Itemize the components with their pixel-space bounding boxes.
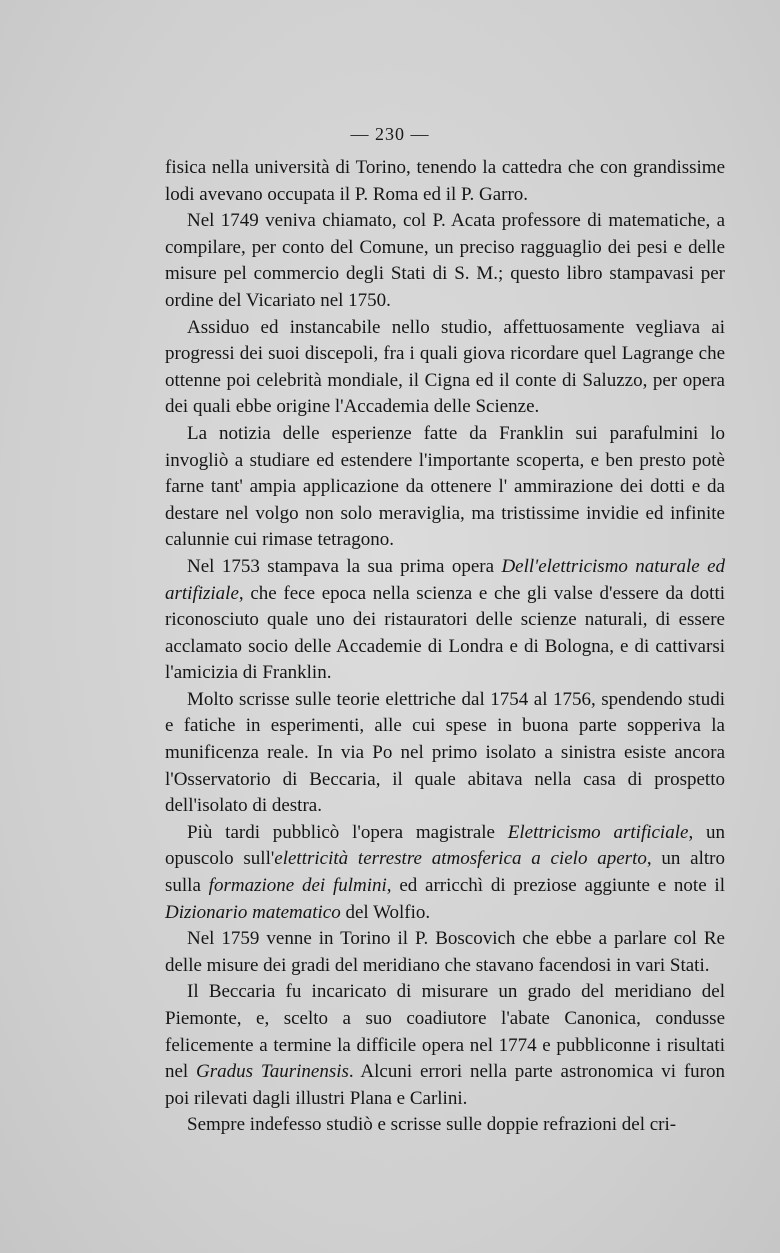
body-text [165, 155, 725, 1139]
paragraph [165, 554, 725, 687]
text-segment: , un opuscolo sull' [165, 821, 726, 870]
paragraph [165, 820, 725, 926]
paragraph [165, 315, 725, 421]
text-segment: Nel 1749 veniva chiamato, col P. Acata professore di matematiche, a compilare, per conto del Comune, un preciso ragguaglio dei pesi e delle misure pel commercio degli Stati di S. M.; questo libro stampavasi per ordine del Vicariato nel 1750. [165, 210, 725, 311]
text-segment: , un altro sulla [165, 848, 726, 897]
page-number: — 230 — [350, 124, 430, 144]
text-segment: , ed arricchì di preziose aggiunte e note il [386, 875, 725, 897]
italic-title-text: Dell'elettricismo naturale ed artifiziale [165, 555, 726, 604]
paragraph [165, 155, 725, 208]
paragraph [165, 208, 725, 314]
paragraph [165, 421, 725, 554]
italic-title-text: Elettricismo artificiale [507, 821, 689, 843]
text-segment: Il Beccaria fu incaricato di misurare un grado del meridiano del Piemonte, e, scelto a suo coadiutore l'abate Canonica, condusse felicemente a termine la difficile opera nel 1774 e pubbliconne i risultati nel [165, 981, 725, 1083]
text-segment: Nel 1759 venne in Torino il P. Boscovich che ebbe a parlare col Re delle misure dei gradi del meridiano che stavano facendosi in vari Stati. [165, 928, 725, 976]
text-segment: . Alcuni errori nella parte astronomica vi furon poi rilevati dagli illustri Plana e Carlini. [165, 1061, 725, 1109]
italic-title-text: Dizionario matematico [165, 901, 341, 923]
paragraph [165, 687, 725, 820]
text-segment: Sempre indefesso studiò e scrisse sulle doppie refrazioni del cri- [187, 1114, 677, 1136]
text-segment: fisica nella università di Torino, tenendo la cattedra che con grandissime lodi avevano occupata il P. Roma ed il P. Garro. [165, 157, 725, 205]
text-segment: La notizia delle esperienze fatte da Franklin sui parafulmini lo invogliò a studiare ed estendere l'importante scoperta, e ben presto potè farne tant' ampia applicazione da ottenere l' ammirazione dei dotti e da destare nel volgo non solo meraviglia, ma tristissime invidie ed infinite calunnie cui rimase tetragono. [165, 422, 725, 551]
text-segment: Molto scrisse sulle teorie elettriche dal 1754 al 1756, spendendo studi e fatiche in esperimenti, alle cui spese in buona parte sopperiva la munificenza reale. In via Po nel primo isolato a sinistra esiste ancora l'Osservatorio di Beccaria, il quale abitava nella casa di prospetto dell'isolato di destra. [165, 688, 725, 817]
italic-title-text: elettricità terrestre atmosferica a cielo aperto [274, 848, 647, 870]
paragraph [165, 926, 725, 979]
text-segment: Assiduo ed instancabile nello studio, affettuosamente vegliava ai progressi dei suoi discepoli, fra i quali giova ricordare quel Lagrange che ottenne poi celebrità mondiale, il Cigna ed il conte di Saluzzo, per opera dei quali ebbe origine l'Accademia delle Scienze. [165, 316, 725, 418]
paragraph [165, 1112, 725, 1139]
paragraph [165, 979, 725, 1112]
text-segment: Più tardi pubblicò l'opera magistrale [187, 821, 508, 843]
text-segment: , che fece epoca nella scienza e che gli valse d'essere da dotti riconosciuto quale uno dei ristauratori delle scienze naturali, di essere acclamato socio delle Accademie di Londra e di Bologna, e di cattivarsi l'amicizia di Franklin. [165, 582, 725, 684]
italic-title-text: Gradus Taurinensis [196, 1061, 349, 1083]
text-segment: Nel 1753 stampava la sua prima opera [187, 555, 502, 577]
italic-title-text: formazione dei fulmini [208, 875, 387, 897]
text-segment: del Wolfio. [340, 901, 431, 923]
